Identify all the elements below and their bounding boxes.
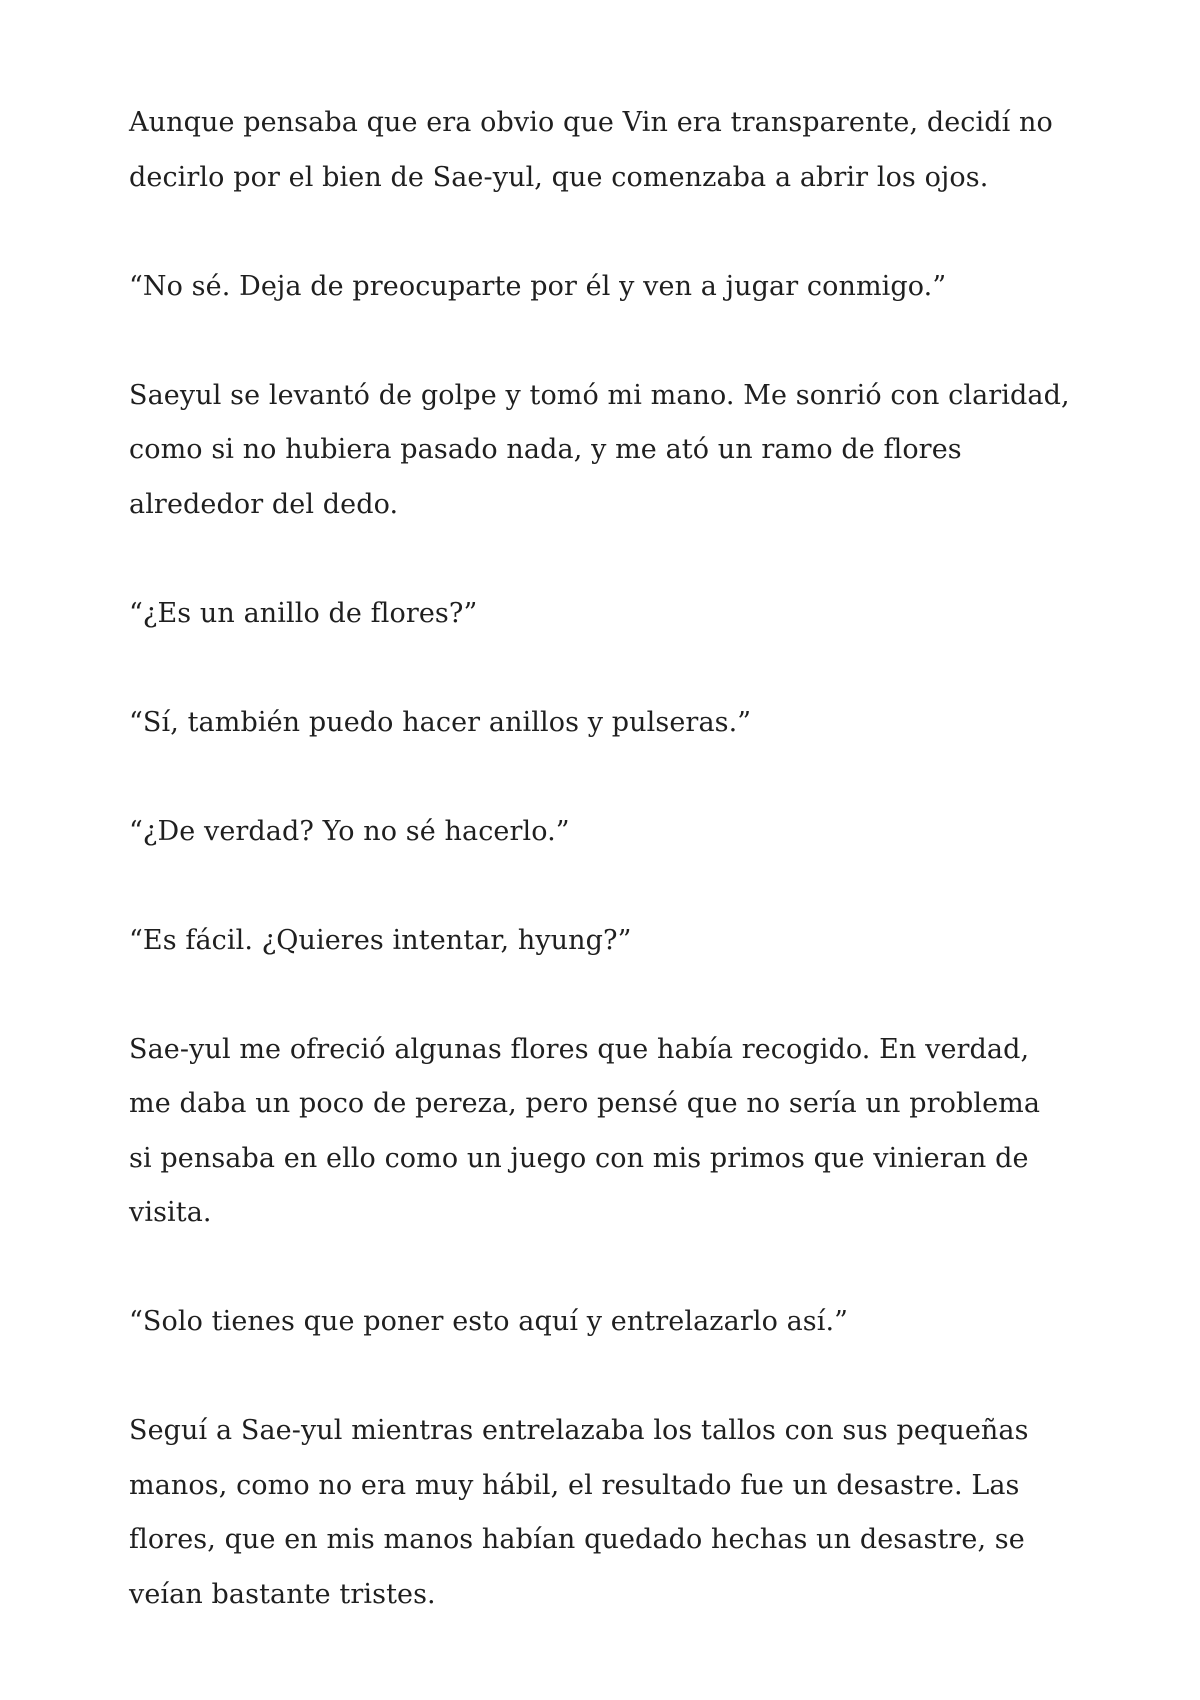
text-line: “Sí, también puedo hacer anillos y pulseras.”: [129, 706, 752, 738]
paragraph-3: [129, 369, 1079, 533]
paragraph-8: [129, 1023, 1079, 1241]
paragraph-2: [129, 260, 1079, 315]
text-line: alrededor del dedo.: [129, 488, 399, 520]
text-line: “Es fácil. ¿Quieres intentar, hyung?”: [129, 924, 632, 956]
text-line: si pensaba en ello como un juego con mis primos que vinieran de: [129, 1142, 1029, 1174]
text-line: flores, que en mis manos habían quedado hechas un desastre, se: [129, 1524, 1025, 1555]
paragraph-10: [129, 1404, 1079, 1622]
text-line: “No sé. Deja de preocuparte por él y ven a jugar conmigo.”: [129, 270, 947, 302]
text-line: manos, como no era muy hábil, el resultado fue un desastre. Las: [129, 1469, 1020, 1501]
paragraph-1: [129, 96, 1079, 205]
paragraph-5: [129, 696, 1079, 751]
text-line: veían bastante tristes.: [129, 1578, 436, 1610]
text-line: visita.: [129, 1197, 212, 1228]
text-line: decirlo por el bien de Sae-yul, que comenzaba a abrir los ojos.: [129, 161, 989, 193]
text-line: Seguí a Sae-yul mientras entrelazaba los tallos con sus pequeñas: [129, 1415, 1029, 1446]
paragraph-9: [129, 1295, 1079, 1350]
paragraph-7: [129, 914, 1079, 969]
text-line: me daba un poco de pereza, pero pensé que no sería un problema: [129, 1088, 1041, 1119]
paragraph-6: [129, 805, 1079, 860]
text-line: Aunque pensaba que era obvio que Vin era transparente, decidí no: [129, 107, 1053, 138]
text-line: Saeyul se levantó de golpe y tomó mi mano. Me sonrió con claridad,: [129, 379, 1070, 411]
text-line: como si no hubiera pasado nada, y me ató un ramo de flores: [129, 434, 962, 465]
paragraph-4: [129, 587, 1079, 642]
text-line: “Solo tienes que poner esto aquí y entrelazarlo así.”: [129, 1306, 849, 1337]
text-line: “¿De verdad? Yo no sé hacerlo.”: [129, 815, 570, 847]
body-text: [129, 96, 1079, 1677]
text-line: “¿Es un anillo de flores?”: [129, 597, 478, 629]
text-line: Sae-yul me ofreció algunas flores que había recogido. En verdad,: [129, 1033, 1030, 1065]
